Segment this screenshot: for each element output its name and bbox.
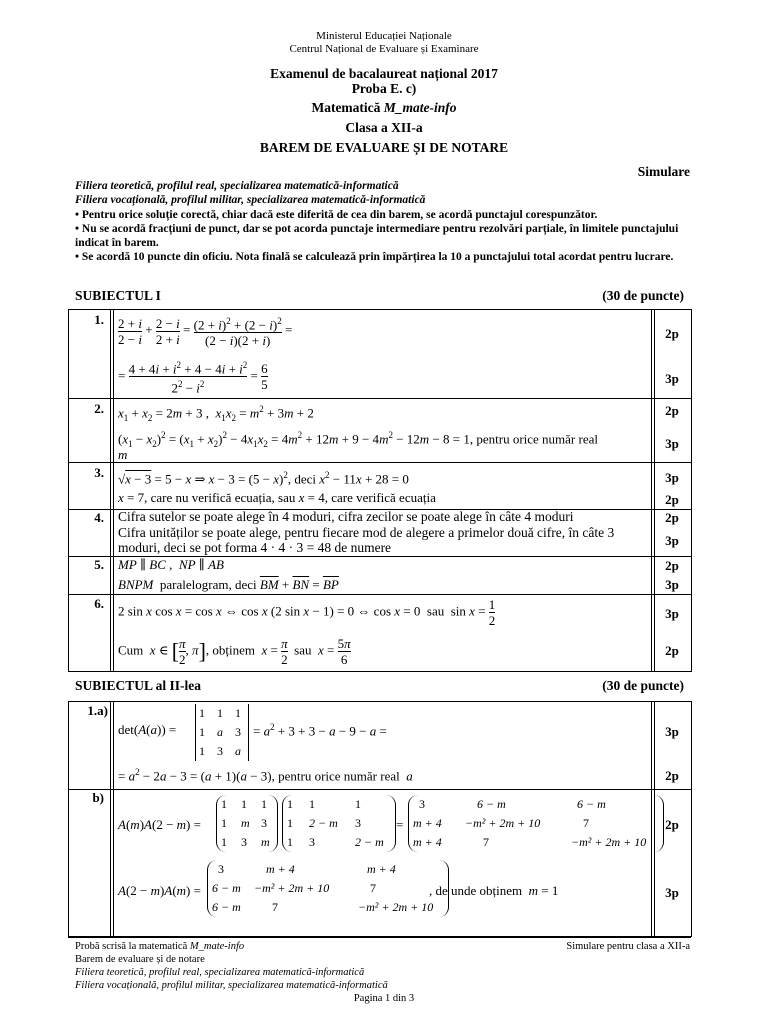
points-label: 3p: [665, 577, 679, 592]
rule-3: • Se acordă 10 puncte din oficiu. Nota finală se calculează prin împărțirea la 10 a punctajului total acordat pentru lucrare.: [75, 251, 674, 263]
math-expression: √x − 3 = 5 − x ⇒ $x - 3 = (5 - x)^2$, deci $x^2 - 11x + 28 = 0$: [118, 470, 409, 487]
subject-title: Matematică M_mate-info: [311, 100, 457, 115]
footer-line-4: Filiera vocațională, profilul militar, specializarea matematică-informatică: [75, 980, 388, 991]
rule-1: • Pentru orice soluție corectă, chiar dacă este diferită de cea din barem, se acordă punctajul corespunzător.: [75, 209, 598, 221]
determinant: 1 1 1 1 a 3 1 3 a: [195, 704, 249, 761]
math-expression: $(x_1 - x_2)^2 = (x_1 + x_2)^2 - 4x_1x_2 = 4m^2 + 12m + 9 - 4m^2 - 12m - 8 = 1$, pentru orice număr real: [118, 430, 598, 449]
simulare-label: Simulare: [637, 164, 690, 179]
math-expression: MP ∥ BC , NP ∥ AB: [118, 557, 224, 572]
center-name: Centrul Național de Evaluare și Examinare: [289, 43, 479, 55]
item-number: 5.: [94, 557, 104, 572]
footer-line-1: Probă scrisă la matematică M_mate-info: [75, 941, 245, 952]
col-divider: [113, 309, 114, 671]
points-label: 2p: [665, 492, 679, 507]
math-expression: A(2 − m)A(m) =: [118, 883, 201, 898]
matrix: 1 1 1 1 m 3 1 3 m: [216, 795, 278, 852]
footer-line-2: Barem de evaluare și de notare: [75, 954, 205, 965]
points-label: 3p: [665, 533, 679, 548]
ministry-name: Ministerul Educației Naționale: [316, 30, 452, 42]
math-expression: Cum x ∈ [ $\frac{\pi}{2}$ , π], obținem x = $\frac{\pi}{2}$ sau x = $\frac{5\pi}{6}$: [118, 636, 351, 667]
matrix: 1 1 1 1 2 − m 3 1 3 2 − m: [282, 795, 396, 852]
math-expression: = $a^2 - 2a - 3 = (a + 1)(a - 3)$, pentru orice număr real a: [118, 767, 413, 784]
subiect1-heading: SUBIECTUL I: [75, 288, 161, 303]
page-number: Pagina 1 din 3: [353, 993, 415, 1004]
answer-text: Cifra unităților se poate alege, pentru fiecare mod de alegere a primelor două cifre, în câte 3: [118, 525, 615, 540]
answer-text: Cifra sutelor se poate alege în 4 moduri, cifra zecilor se poate alege în câte 4 moduri: [118, 509, 574, 524]
math-expression: BNPM paralelogram, deci $\overline{BM} + \overline{BN} = \overline{BP}$: [118, 577, 339, 592]
math-expression: A(m)A(2 − m) =: [118, 817, 201, 832]
item-number: b): [92, 790, 104, 805]
variable-m: m: [118, 447, 128, 462]
points-label: 3p: [665, 606, 679, 621]
rule-2: • Nu se acordă fracțiuni de punct, dar se pot acorda punctaje intermediare pentru rezolvări parțiale, în limitele punctajului indicat în barem.: [75, 223, 679, 249]
footer-line-3: Filiera teoretică, profilul real, specializarea matematică-informatică: [75, 967, 365, 978]
points-label: 3p: [665, 436, 679, 451]
subiect2-heading: SUBIECTUL al II-lea: [75, 678, 202, 693]
col-divider: [113, 701, 114, 936]
row-divider: [68, 789, 691, 790]
points-label: 3p: [665, 885, 679, 900]
row-divider: [68, 462, 691, 463]
item-number: 4.: [94, 510, 104, 525]
math-expression: $\frac{2 + i}{2 - i}$ + $\frac{2 - i}{2 + i}$ = $\frac{(2 + i)^2 + (2 - i)^2}{(2 - i)(2 + i)}$ =: [118, 315, 293, 349]
points-label: 2p: [665, 403, 679, 418]
item-number: 1.: [94, 312, 104, 327]
matrix: 3 6 − m 6 − m m + 4 −m² + 2m + 10 7 m + 4 7 −m² + 2m + 10: [408, 795, 664, 852]
row-divider: [68, 398, 691, 399]
item-number: 6.: [94, 596, 104, 611]
class-title: Clasa a XII-a: [345, 120, 423, 135]
barem-title: BAREM DE EVALUARE ȘI DE NOTARE: [259, 140, 509, 155]
math-expression: =: [396, 817, 404, 832]
points-label: 2p: [665, 558, 679, 573]
math-expression: , de unde obținem m = 1: [429, 883, 559, 898]
item-number: 2.: [94, 401, 104, 416]
subiect1-points: (30 de puncte): [602, 288, 684, 303]
points-label: 3p: [665, 371, 679, 386]
item-number: 1.a): [87, 703, 108, 718]
col-divider: [110, 309, 111, 671]
footer-rule: [68, 937, 691, 938]
filiera-teoretica: Filiera teoretică, profilul real, specializarea matematică-informatică: [75, 180, 399, 192]
subiect2-points: (30 de puncte): [602, 678, 684, 693]
row-divider: [68, 594, 691, 595]
points-label: 2p: [665, 326, 679, 341]
footer-right: Simulare pentru clasa a XII-a: [566, 941, 690, 952]
filiera-vocationala: Filiera vocațională, profilul militar, specializarea matematică-informatică: [75, 194, 426, 206]
points-label: 2p: [665, 768, 679, 783]
points-label: 3p: [665, 724, 679, 739]
col-divider: [110, 701, 111, 936]
answer-text: moduri, deci se pot forma 4 · 4 · 3 = 48 de numere: [118, 540, 392, 555]
math-expression: x = 7, care nu verifică ecuația, sau x = 4, care verifică ecuația: [118, 490, 436, 505]
points-label: 2p: [665, 817, 679, 832]
matrix: 3 m + 4 m + 4 6 − m −m² + 2m + 10 7 6 − m 7 −m² + 2m + 10: [207, 860, 449, 917]
exam-title: Examenul de bacalaureat național 2017: [270, 66, 498, 81]
math-expression: $x_1 + x_2 = 2m + 3$ , $x_1x_2 = m^2 + 3m + 2$: [118, 404, 314, 423]
points-label: 3p: [665, 470, 679, 485]
item-number: 3.: [94, 465, 104, 480]
math-expression: = $a^2 + 3 + 3 - a - 9 - a$ =: [253, 722, 387, 739]
points-label: 2p: [665, 643, 679, 658]
points-label: 2p: [665, 510, 679, 525]
proba-title: Proba E. c): [351, 81, 417, 96]
math-expression: 2 sin x cos x = cos x ⇔ cos x (2 sin x − 1) = 0 ⇔ cos x = 0 sau sin x = $\frac{1}{2}$: [118, 597, 496, 628]
math-expression: = $\frac{4 + 4i + i^2 + 4 - 4i + i^2}{2^2 - i^2}$ = $\frac{6}{5}$: [118, 360, 268, 396]
math-expression: det(A(a)) =: [118, 722, 177, 737]
